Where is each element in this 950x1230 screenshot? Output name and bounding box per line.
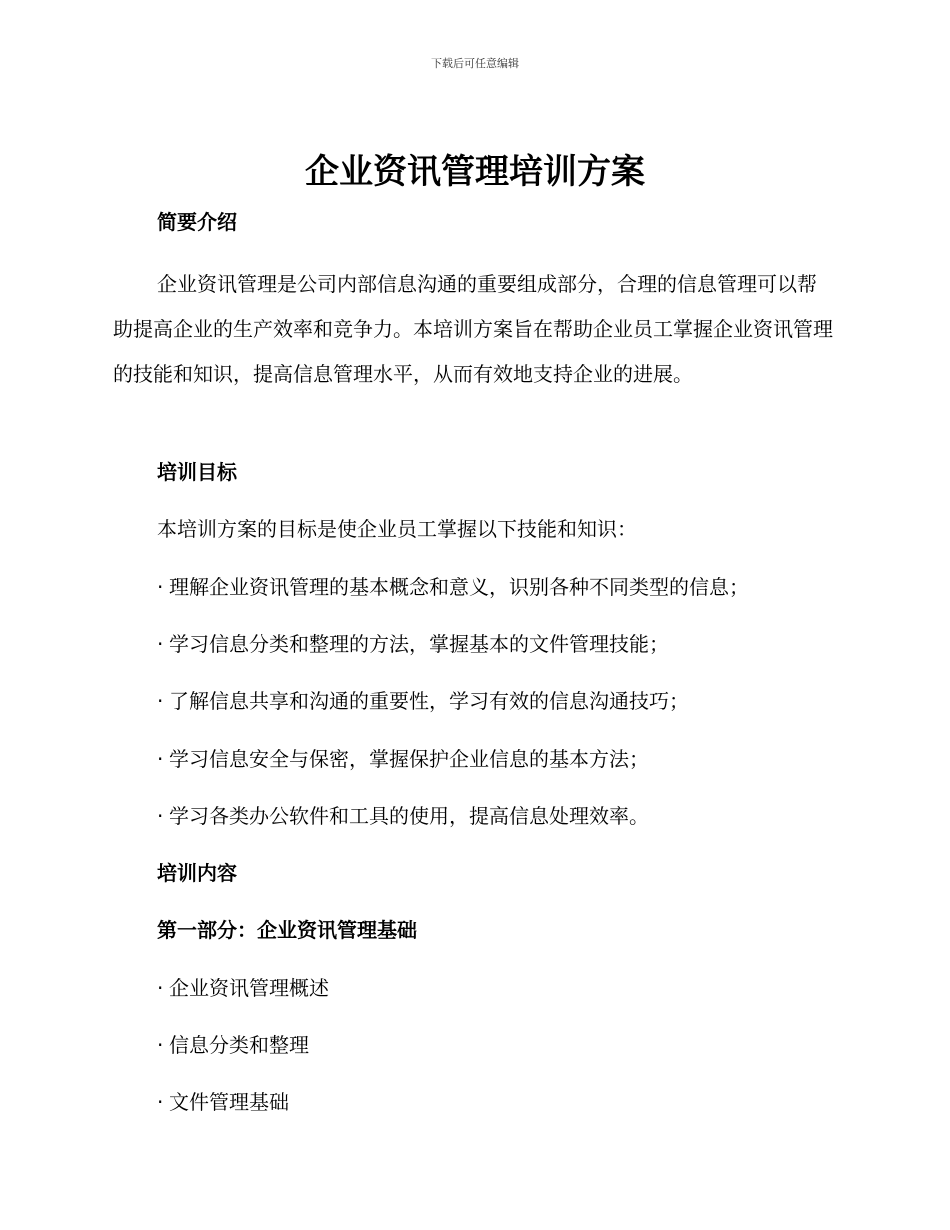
list-item <box>157 974 329 1002</box>
list-item <box>157 1031 309 1059</box>
section-heading-content: 培训内容 <box>157 861 237 885</box>
bullet-mark: · <box>157 1090 164 1114</box>
list-item-text: 学习各类办公软件和工具的使用，提高信息处理效率。 <box>169 804 649 828</box>
list-item-text: 企业资讯管理概述 <box>169 976 329 1000</box>
list-item <box>157 630 669 658</box>
list-item <box>157 687 689 715</box>
list-item-text: 学习信息分类和整理的方法，掌握基本的文件管理技能； <box>169 632 669 656</box>
document-title: 企业资讯管理培训方案 <box>305 152 645 192</box>
list-item <box>157 1088 289 1116</box>
bullet-mark: · <box>157 689 164 713</box>
bullet-mark: · <box>157 804 164 828</box>
list-item-text: 理解企业资讯管理的基本概念和意义，识别各种不同类型的信息； <box>169 575 749 599</box>
subsection-heading-part1: 第一部分：企业资讯管理基础 <box>157 918 417 942</box>
list-item-text: 了解信息共享和沟通的重要性，学习有效的信息沟通技巧； <box>169 689 689 713</box>
goals-lead-text: 本培训方案的目标是使企业员工掌握以下技能和知识： <box>157 517 637 541</box>
bullet-mark: · <box>157 976 164 1000</box>
bullet-mark: · <box>157 575 164 599</box>
list-item-text: 信息分类和整理 <box>169 1033 309 1057</box>
bullet-mark: · <box>157 632 164 656</box>
intro-paragraph: 企业资讯管理是公司内部信息沟通的重要组成部分，合理的信息管理可以帮助提高企业的生产效率和竞争力。本培训方案旨在帮助企业员工掌握企业资讯管理的技能和知识，提高信息管理水平，从而有效地支持企业的进展。 <box>113 272 833 386</box>
bullet-mark: · <box>157 747 164 771</box>
page-header-note: 下载后可任意编辑 <box>431 57 519 70</box>
bullet-mark: · <box>157 1033 164 1057</box>
list-item-text: 学习信息安全与保密，掌握保护企业信息的基本方法； <box>169 747 649 771</box>
list-item <box>157 745 649 773</box>
list-item-text: 文件管理基础 <box>169 1090 289 1114</box>
section-heading-intro: 简要介绍 <box>157 210 237 234</box>
section-heading-goals: 培训目标 <box>157 460 237 484</box>
list-item <box>157 802 649 830</box>
list-item <box>157 573 749 601</box>
